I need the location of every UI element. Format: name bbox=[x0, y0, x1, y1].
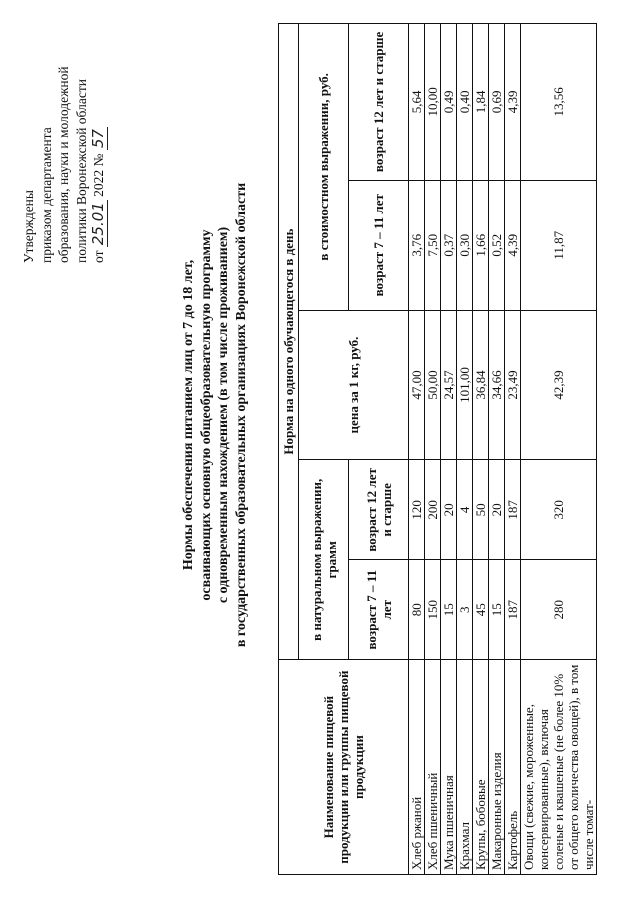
table-row bbox=[473, 24, 489, 875]
approval-line: приказом департамента bbox=[38, 127, 54, 263]
title-line: Нормы обеспечения питанием лиц от 7 до 18 лет, bbox=[181, 259, 196, 571]
cost-12-cell: 10,00 bbox=[425, 24, 441, 181]
product-name-cell: Крахмал bbox=[457, 660, 473, 875]
product-name-cell: Хлеб пшеничный bbox=[425, 660, 441, 875]
table-row bbox=[457, 24, 473, 875]
cost-7-11-cell: 3,76 bbox=[409, 180, 425, 310]
price-cell: 42,39 bbox=[521, 310, 597, 460]
natural-12-cell: 4 bbox=[457, 460, 473, 560]
norms-table bbox=[278, 23, 597, 875]
cost-7-11-cell: 4,39 bbox=[505, 180, 521, 310]
natural-7-11-cell: 150 bbox=[425, 560, 441, 660]
price-cell: 101,00 bbox=[457, 310, 473, 460]
header-age-12-natural: возраст 12 лет и старше bbox=[349, 460, 409, 560]
cost-12-cell: 0,40 bbox=[457, 24, 473, 181]
table-row bbox=[409, 24, 425, 875]
header-cost-group: в стоимостном выражении, руб. bbox=[299, 24, 349, 311]
natural-7-11-cell: 80 bbox=[409, 560, 425, 660]
natural-7-11-cell: 3 bbox=[457, 560, 473, 660]
approval-date-line bbox=[90, 13, 108, 263]
header-age-12-cost: возраст 12 лет и старше bbox=[349, 24, 409, 181]
date-prefix: от bbox=[91, 250, 106, 263]
product-name-cell: Хлеб ржаной bbox=[409, 660, 425, 875]
cost-7-11-cell: 1,66 bbox=[473, 180, 489, 310]
cost-12-cell: 1,84 bbox=[473, 24, 489, 181]
header-product-name: Наименование пищевой продукции или группы пищевой продукции bbox=[279, 660, 409, 875]
approval-line: политики Воронежской области bbox=[73, 79, 89, 263]
table-row bbox=[505, 24, 521, 875]
approval-line: образования, науки и молодежной bbox=[56, 66, 71, 263]
price-cell: 24,57 bbox=[441, 310, 457, 460]
cost-7-11-cell: 0,52 bbox=[489, 180, 505, 310]
natural-7-11-cell: 45 bbox=[473, 560, 489, 660]
header-natural-group: в натуральном выражении, грамм bbox=[299, 460, 349, 660]
natural-12-cell: 320 bbox=[521, 460, 597, 560]
natural-12-cell: 187 bbox=[505, 460, 521, 560]
price-cell: 23,49 bbox=[505, 310, 521, 460]
product-name-cell: Крупы, бобовые bbox=[473, 660, 489, 875]
approval-block bbox=[20, 13, 108, 263]
price-cell: 50,00 bbox=[425, 310, 441, 460]
product-name-cell: Макаронные изделия bbox=[489, 660, 505, 875]
header-age-7-11-cost: возраст 7 – 11 лет bbox=[349, 180, 409, 310]
date-year: 2022 № bbox=[91, 153, 106, 197]
price-cell: 34,66 bbox=[489, 310, 505, 460]
cost-12-cell: 0,69 bbox=[489, 24, 505, 181]
price-cell: 47,00 bbox=[409, 310, 425, 460]
cost-7-11-cell: 7,50 bbox=[425, 180, 441, 310]
handwritten-date: 25.01 bbox=[89, 202, 107, 246]
cost-12-cell: 5,64 bbox=[409, 24, 425, 181]
natural-7-11-cell: 15 bbox=[441, 560, 457, 660]
table-body bbox=[409, 24, 597, 875]
table-row bbox=[425, 24, 441, 875]
table-row bbox=[489, 24, 505, 875]
product-name-cell: Картофель bbox=[505, 660, 521, 875]
approval-line: Утверждены bbox=[21, 190, 36, 263]
cost-7-11-cell: 0,37 bbox=[441, 180, 457, 310]
table-row bbox=[521, 24, 597, 875]
table-row bbox=[441, 24, 457, 875]
title-line: в государственных образовательных организациях Воронежской области bbox=[233, 182, 249, 648]
natural-12-cell: 200 bbox=[425, 460, 441, 560]
header-norm-group: Норма на одного обучающегося в день bbox=[279, 24, 299, 660]
natural-12-cell: 120 bbox=[409, 460, 425, 560]
handwritten-number: 57 bbox=[89, 129, 107, 149]
natural-12-cell: 20 bbox=[441, 460, 457, 560]
cost-12-cell: 13,56 bbox=[521, 24, 597, 181]
product-name-cell: Овощи (свежие, мороженные, консервированные), включая соленые и квашеные (не более 10% от общего количества овощей), в том числе томат- bbox=[521, 660, 597, 875]
cost-7-11-cell: 0,30 bbox=[457, 180, 473, 310]
price-cell: 36,84 bbox=[473, 310, 489, 460]
document-title bbox=[180, 125, 250, 705]
natural-12-cell: 20 bbox=[489, 460, 505, 560]
natural-7-11-cell: 280 bbox=[521, 560, 597, 660]
natural-7-11-cell: 187 bbox=[505, 560, 521, 660]
cost-7-11-cell: 11,87 bbox=[521, 180, 597, 310]
product-name-cell: Мука пшеничная bbox=[441, 660, 457, 875]
natural-7-11-cell: 15 bbox=[489, 560, 505, 660]
header-price: цена за 1 кг, руб. bbox=[299, 310, 409, 460]
title-line: осваивающих основную общеобразовательную программу bbox=[198, 229, 214, 601]
header-age-7-11-natural: возраст 7 – 11 лет bbox=[349, 560, 409, 660]
cost-12-cell: 0,49 bbox=[441, 24, 457, 181]
title-line: с одновременным нахождением (в том числе проживанием) bbox=[216, 226, 231, 604]
natural-12-cell: 50 bbox=[473, 460, 489, 560]
cost-12-cell: 4,39 bbox=[505, 24, 521, 181]
